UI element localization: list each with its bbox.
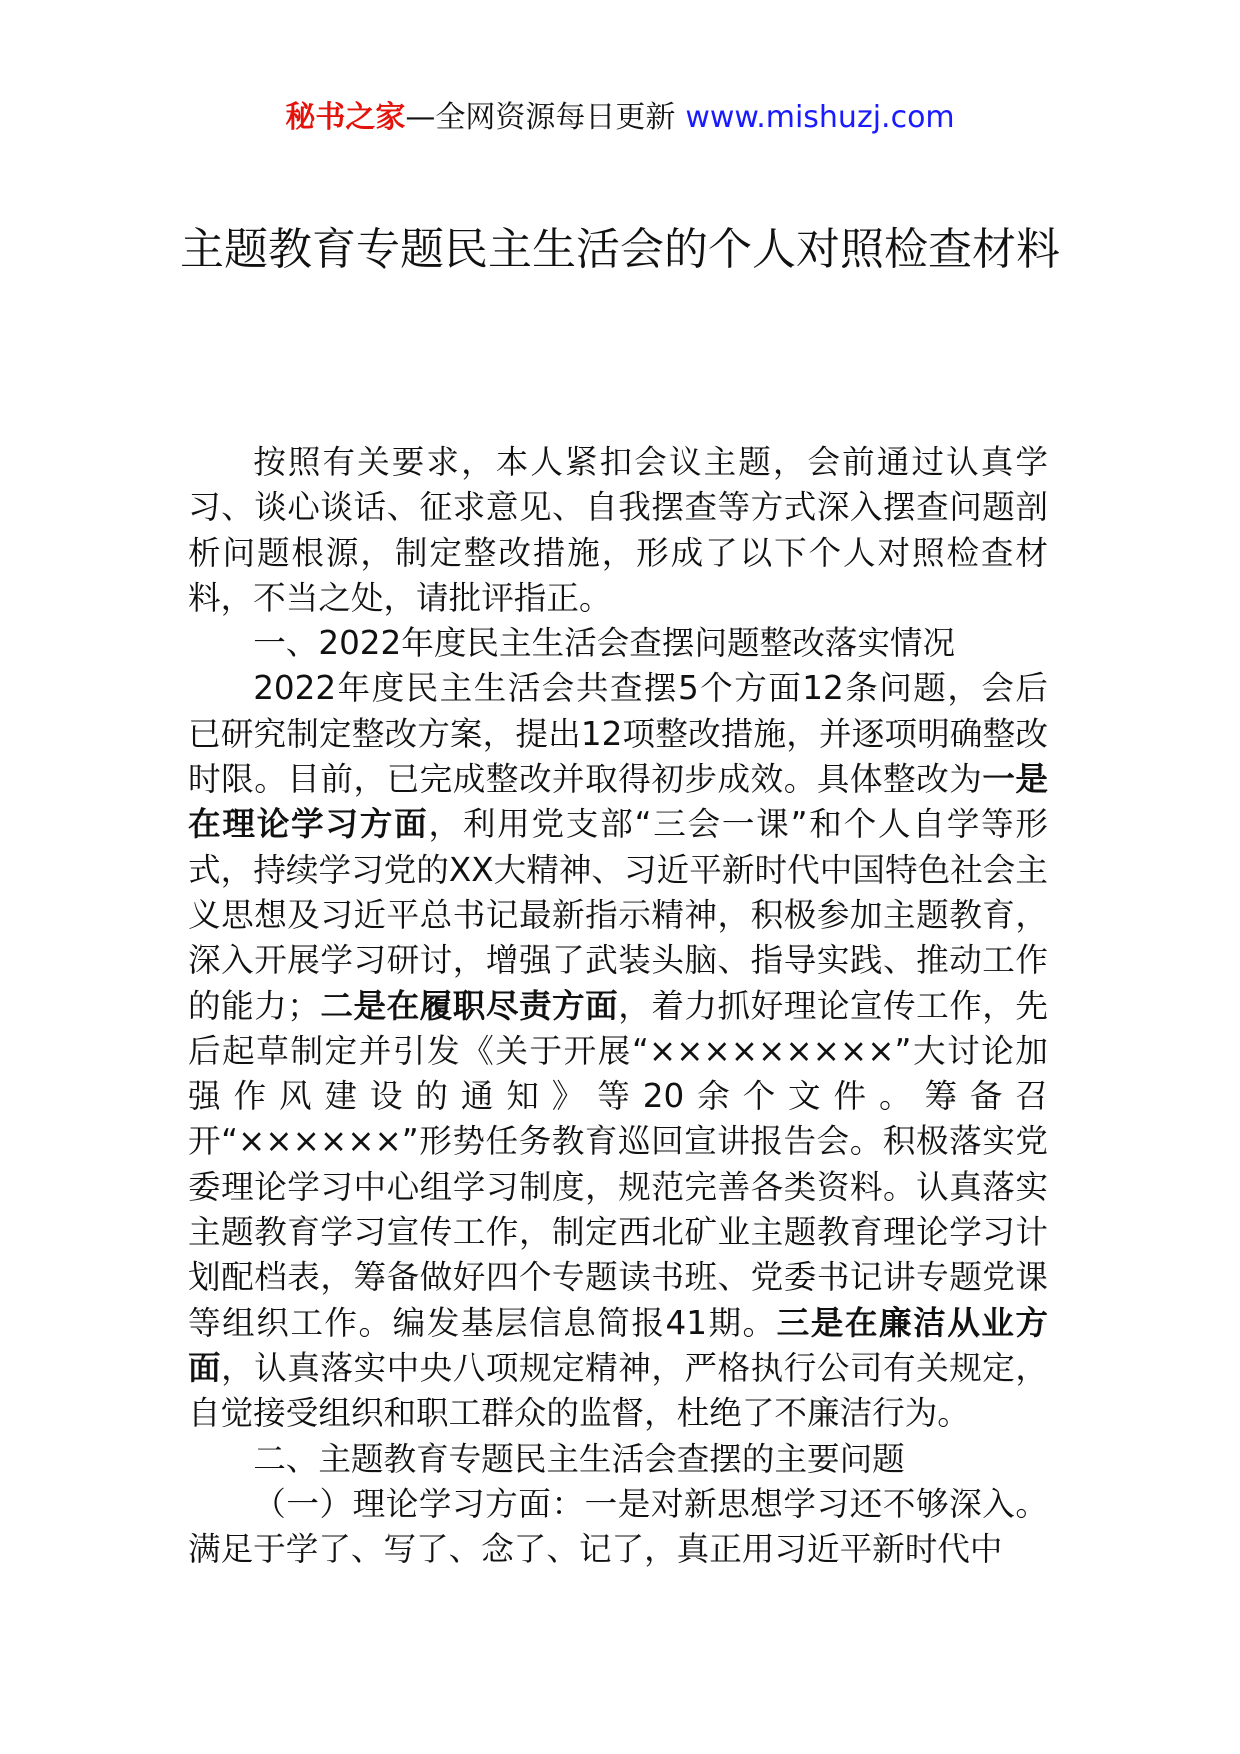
- site-brand: 秘书之家: [285, 100, 406, 135]
- document-body: [188, 440, 1048, 1572]
- item2-text: ，着力抓好理论宣传工作，先后起草制定并引发《关于开展“×××××××××”大讨论加强作风建设的通知》等20余个文件。筹备召开“××××××”形势任务教育巡回宣讲报告会。积极落实党委理论学习中心组学习制度，规范完善各类资料。认真落实主题教育学习宣传工作，制定西北矿业主题教育理论学习计划配档表，筹备做好四个专题读书班、党委书记讲专题党课等组织工作。编发基层信息简报41期。: [188, 986, 1048, 1342]
- site-url-link[interactable]: www.mishuzj.com: [685, 100, 955, 135]
- section-heading-2: 二、主题教育专题民主生活会查摆的主要问题: [253, 1439, 905, 1478]
- item3-label: 三是在廉洁从业方面: [188, 1303, 1048, 1387]
- section1-lead: 2022年度民主生活会共查摆5个方面12条问题，会后已研究制定整改方案，提出12项整改措施，并逐项明确整改时限。目前，已完成整改并取得初步成效。具体整改为: [188, 669, 1048, 799]
- document-title: 主题教育专题民主生活会的个人对照检查材料: [180, 224, 1060, 275]
- section-heading-1: 一、2022年度民主生活会查摆问题整改落实情况: [253, 624, 956, 663]
- item1-text: ，利用党支部“三会一课”和个人自学等形式，持续学习党的XX大精神、习近平新时代中国特色社会主义思想及习近平总书记最新指示精神，积极参加主题教育，深入开展学习研讨，增强了武装头脑、指导实践、推动工作的能力；: [188, 805, 1048, 1025]
- section2-paragraph: （一）理论学习方面：一是对新思想学习还不够深入。满足于学了、写了、念了、记了，真正用习近平新时代中: [188, 1484, 1048, 1569]
- site-header: [0, 98, 1240, 138]
- item2-label: 二是在履职尽责方面: [319, 986, 619, 1025]
- item1-label: 一是在理论学习方面: [188, 760, 1048, 844]
- intro-paragraph: 按照有关要求，本人紧扣会议主题，会前通过认真学习、谈心谈话、征求意见、自我摆查等方式深入摆查问题剖析问题根源，制定整改措施，形成了以下个人对照检查材料，不当之处，请批评指正。: [188, 443, 1048, 617]
- site-tagline: —全网资源每日更新: [405, 100, 676, 135]
- item3-text: ，认真落实中央八项规定精神，严格执行公司有关规定，自觉接受组织和职工群众的监督，杜绝了不廉洁行为。: [188, 1348, 1048, 1433]
- section1-paragraph: [188, 666, 1048, 1436]
